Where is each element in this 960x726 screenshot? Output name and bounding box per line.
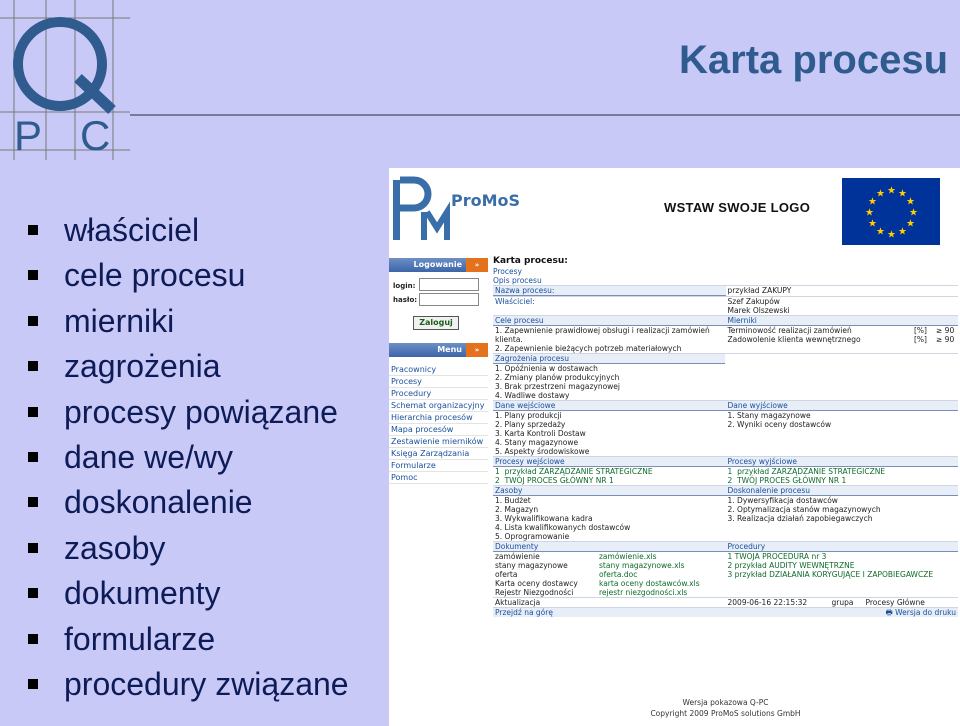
promos-logo-text: ProMoS [451, 191, 521, 210]
input-process-link[interactable]: 1 przykład ZARZĄDZANIE STRATEGICZNE [495, 467, 653, 476]
metric-unit: [%] [914, 335, 927, 344]
doc-name: zamówienie [495, 552, 540, 561]
input-item: 1. Plany produkcji [495, 411, 562, 420]
menu-item[interactable]: Zestawienie mierników [389, 436, 488, 448]
qpc-letter-c: C [80, 112, 111, 159]
menu-item[interactable]: Pracownicy [389, 364, 488, 376]
input-processes-header: Procesy wejściowe [493, 457, 726, 467]
bullet-square-icon [28, 316, 38, 326]
bullet-item: zagrożenia [28, 346, 349, 391]
resource-item: 5. Oprogramowanie [495, 532, 570, 541]
owner-value: Marek Olszewski [727, 306, 790, 315]
link-procesy[interactable]: Procesy [493, 267, 522, 276]
improvement-header: Doskonalenie procesu [726, 486, 959, 496]
doc-file-link[interactable]: rejestr niezgodności.xls [599, 588, 688, 597]
doc-name: oferta [495, 570, 518, 579]
menu-item[interactable]: Procedury [389, 388, 488, 400]
input-item: 2. Plany sprzedaży [495, 420, 566, 429]
login-button[interactable]: Zaloguj [413, 316, 459, 330]
output-processes-header: Procesy wyjściowe [726, 457, 959, 467]
doc-name: Rejestr Niezgodności [495, 588, 574, 597]
password-label: hasło: [393, 296, 418, 304]
procedure-link[interactable]: 3 przykład DZIAŁANIA KORYGUJĄCE I ZAPOBIEGAWCZE [727, 570, 934, 579]
eu-star-icon: ★ [865, 207, 874, 219]
login-input[interactable] [419, 278, 479, 291]
title-divider [130, 114, 960, 116]
bullet-item: cele procesu [28, 255, 349, 300]
eu-star-icon: ★ [887, 185, 896, 197]
logo-placeholder: WSTAW SWOJE LOGO [664, 200, 811, 215]
collapse-arrow-icon[interactable]: » [466, 343, 488, 357]
procedure-link[interactable]: 2 przykład AUDITY WEWNĘTRZNE [727, 561, 855, 570]
group-value: Procesy Główne [865, 598, 925, 607]
resource-item: 3. Wykwalifikowana kadra [495, 514, 593, 523]
footer-copyright: Copyright 2009 ProMoS solutions GmbH [650, 709, 801, 718]
bullet-item: formularze [28, 619, 349, 664]
menu-item[interactable]: Mapa procesów [389, 424, 488, 436]
input-item: 3. Karta Kontroli Dostaw [495, 429, 586, 438]
scroll-top-link[interactable]: Przejdź na górę [495, 608, 553, 617]
resources-header: Zasoby [493, 486, 726, 496]
owner-label: Właściciel: [495, 297, 535, 306]
improvement-item: 2. Optymalizacja stanów magazynowych [727, 505, 881, 514]
bullet-item: dane we/wy [28, 437, 349, 482]
bullet-item: właściciel [28, 210, 349, 255]
eu-star-icon: ★ [887, 229, 896, 241]
bullet-square-icon [28, 452, 38, 462]
bullet-item: dokumenty [28, 573, 349, 618]
input-process-link[interactable]: 2 TWÓJ PROCES GŁÓWNY NR 1 [495, 476, 614, 485]
outputs-header: Dane wyjściowe [726, 401, 959, 411]
threats-header: Zagrożenia procesu [493, 354, 725, 364]
bullet-square-icon [28, 407, 38, 417]
threat-item: 2. Zmiany planów produkcyjnych [495, 373, 620, 382]
metric-name: Zadowolenie klienta wewnętrznego [727, 335, 861, 344]
doc-file-link[interactable]: oferta.doc [599, 570, 638, 579]
bullet-item: doskonalenie [28, 482, 349, 527]
qpc-logo [0, 0, 135, 165]
metric-target: ≥ 90 [936, 335, 955, 344]
bullet-item: procesy powiązane [28, 392, 349, 437]
menu-item[interactable]: Schemat organizacyjny [389, 400, 488, 412]
improvement-item: 3. Realizacja działań zapobiegawczych [727, 514, 873, 523]
inputs-header: Dane wejściowe [493, 401, 726, 411]
menu-item[interactable]: Procesy [389, 376, 488, 388]
printer-icon: 🖶 [885, 608, 893, 617]
slide-title: Karta procesu [679, 38, 948, 82]
name-label: Nazwa procesu: [493, 286, 726, 296]
update-label: Aktualizacja [495, 598, 541, 607]
metrics-header: Mierniki [726, 316, 959, 326]
menu-item[interactable]: Pomoc [389, 472, 488, 484]
owner-value: Szef Zakupów [727, 297, 780, 306]
bullet-square-icon [28, 679, 38, 689]
threat-item: 1. Opóźnienia w dostawach [495, 364, 598, 373]
output-item: 1. Stany magazynowe [727, 411, 811, 420]
resource-item: 2. Magazyn [495, 505, 539, 514]
eu-star-icon: ★ [898, 188, 907, 200]
documents-header: Dokumenty [493, 542, 726, 552]
footer-version: Wersja pokazowa Q-PC [682, 698, 769, 707]
improvement-item: 1. Dywersyfikacja dostawców [727, 496, 838, 505]
side-menu [389, 364, 488, 484]
eu-star-icon: ★ [867, 196, 877, 208]
bullet-item: mierniki [28, 301, 349, 346]
app-header [389, 168, 960, 250]
eu-star-icon: ★ [876, 226, 885, 238]
login-label: login: [393, 282, 416, 290]
output-process-link[interactable]: 2 TWÓJ PROCES GŁÓWNY NR 1 [727, 476, 847, 485]
menu-item[interactable]: Hierarchia procesów [389, 412, 488, 424]
menu-panel-header: Menu » [389, 343, 488, 357]
bullet-item: zasoby [28, 528, 349, 573]
eu-star-icon: ★ [867, 218, 877, 230]
eu-flag-icon [842, 178, 940, 245]
eu-star-icon: ★ [876, 188, 885, 200]
resource-item: 1. Budżet [495, 496, 531, 505]
resource-item: 4. Lista kwalifikowanych dostawców [495, 523, 631, 532]
collapse-arrow-icon[interactable]: » [466, 258, 488, 272]
doc-name: stany magazynowe [495, 561, 568, 570]
bullet-square-icon [28, 588, 38, 598]
goals-header: Cele procesu [493, 316, 726, 326]
metric-name: Terminowość realizacji zamówień [727, 326, 852, 335]
card-title: Karta procesu: [493, 256, 568, 266]
bullet-square-icon [28, 361, 38, 371]
metric-target: ≥ 90 [936, 326, 955, 335]
input-item: 4. Stany magazynowe [495, 438, 579, 447]
bullet-list [28, 210, 349, 709]
doc-file-link[interactable]: stany magazynowe.xls [599, 561, 685, 570]
procedures-header: Procedury [726, 542, 959, 552]
app-screenshot [389, 168, 960, 726]
bullet-square-icon [28, 634, 38, 644]
qpc-letter-p: P [14, 112, 43, 159]
bullet-square-icon [28, 497, 38, 507]
goal-item: 1. Zapewnienie prawidłowej obsługi i realizacji zamówień klienta. [495, 326, 710, 344]
print-version-link[interactable]: Wersja do druku [895, 608, 956, 617]
eu-star-icon: ★ [906, 196, 916, 208]
bullet-item: procedury związane [28, 664, 349, 709]
group-label: grupa [831, 598, 854, 607]
doc-file-link[interactable]: zamówienie.xls [599, 552, 657, 561]
threat-item: 3. Brak przestrzeni magazynowej [495, 382, 620, 391]
update-value: 2009-06-16 22:15:32 [727, 598, 808, 607]
procedure-link[interactable]: 1 TWOJA PROCEDURA nr 3 [727, 552, 827, 561]
process-card [493, 256, 958, 617]
name-value: przykład ZAKUPY [727, 286, 792, 295]
eu-star-icon: ★ [898, 226, 907, 238]
eu-star-icon: ★ [909, 207, 918, 219]
output-item: 2. Wyniki oceny dostawców [727, 420, 832, 429]
password-input[interactable] [419, 293, 479, 306]
menu-item[interactable]: Księga Zarządzania [389, 448, 488, 460]
output-process-link[interactable]: 1 przykład ZARZĄDZANIE STRATEGICZNE [727, 467, 886, 476]
link-opis-procesu[interactable]: Opis procesu [493, 276, 958, 286]
bullet-square-icon [28, 270, 38, 280]
metric-unit: [%] [914, 326, 927, 335]
sidebar [389, 256, 488, 726]
input-item: 5. Aspekty środowiskowe [495, 447, 590, 456]
eu-star-icon: ★ [906, 218, 916, 230]
doc-file-link[interactable]: karta oceny dostawców.xls [599, 579, 700, 588]
threat-item: 4. Wadliwe dostawy [495, 391, 570, 400]
doc-name: Karta oceny dostawcy [495, 579, 578, 588]
goal-item: 2. Zapewnienie bieżących potrzeb materiałowych [495, 344, 682, 353]
bullet-square-icon [28, 225, 38, 235]
menu-item[interactable]: Formularze [389, 460, 488, 472]
login-panel-header: Logowanie » [389, 258, 488, 272]
promos-logo [391, 176, 521, 246]
bullet-square-icon [28, 543, 38, 553]
